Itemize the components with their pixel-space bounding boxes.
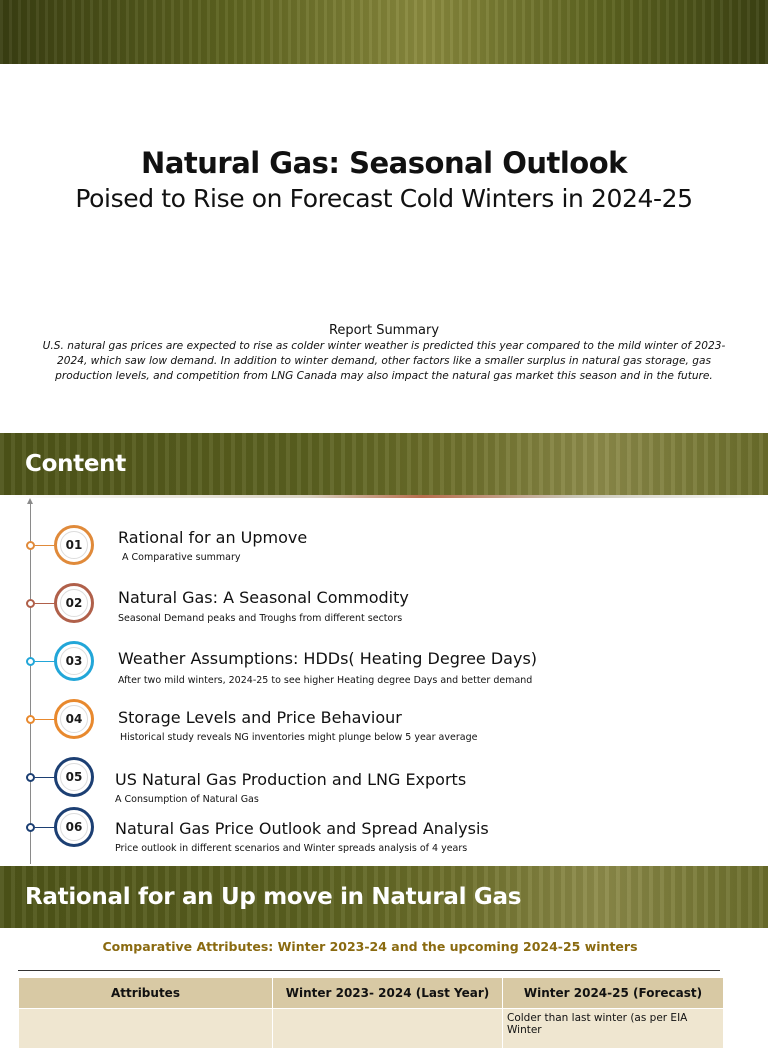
item-description: Seasonal Demand peaks and Troughs from different sectors bbox=[118, 613, 403, 624]
table-row bbox=[19, 1009, 724, 1049]
content-item-01[interactable] bbox=[0, 521, 768, 571]
rational-section-banner bbox=[0, 866, 768, 928]
item-description: A Comparative summary bbox=[122, 552, 241, 563]
content-item-06[interactable] bbox=[0, 803, 768, 853]
item-number: 05 bbox=[60, 763, 88, 791]
timeline-dot bbox=[26, 541, 35, 550]
number-badge-icon bbox=[54, 525, 94, 565]
number-badge-icon bbox=[54, 757, 94, 797]
top-banner-image bbox=[0, 0, 768, 64]
summary-heading: Report Summary bbox=[328, 323, 440, 338]
timeline-dot bbox=[26, 823, 35, 832]
banner-strip bbox=[0, 495, 768, 498]
title-block bbox=[0, 146, 768, 213]
item-title: Natural Gas Price Outlook and Spread Analysis bbox=[115, 819, 489, 838]
item-title: Rational for an Upmove bbox=[118, 528, 308, 547]
item-number: 03 bbox=[60, 647, 88, 675]
content-item-02[interactable] bbox=[0, 579, 768, 629]
item-number: 01 bbox=[60, 531, 88, 559]
timeline-dot bbox=[26, 715, 35, 724]
number-badge-icon bbox=[54, 583, 94, 623]
timeline-dot bbox=[26, 657, 35, 666]
item-number: 04 bbox=[60, 705, 88, 733]
content-section-banner bbox=[0, 433, 768, 495]
item-description: After two mild winters, 2024-25 to see higher Heating degree Days and better demand bbox=[118, 675, 533, 686]
item-number: 06 bbox=[60, 813, 88, 841]
report-summary bbox=[40, 323, 728, 384]
item-number: 02 bbox=[60, 589, 88, 617]
item-title: Storage Levels and Price Behaviour bbox=[118, 708, 402, 727]
report-title: Natural Gas: Seasonal Outlook bbox=[141, 146, 627, 180]
table-header-row bbox=[19, 978, 724, 1009]
report-subtitle: Poised to Rise on Forecast Cold Winters in 2024-25 bbox=[75, 184, 693, 213]
table-cell bbox=[273, 1009, 503, 1049]
number-badge-icon bbox=[54, 641, 94, 681]
table-cell: Colder than last winter (as per EIA Winter bbox=[503, 1009, 724, 1049]
content-item-03[interactable] bbox=[0, 637, 768, 687]
item-title: Weather Assumptions: HDDs( Heating Degree Days) bbox=[118, 649, 538, 668]
content-item-05[interactable] bbox=[0, 753, 768, 803]
summary-text: U.S. natural gas prices are expected to rise as colder winter weather is predicted this year compared to the mild winter of 2023-2024, which saw low demand. In addition to winter demand, other factors like a smaller surplus in natural gas storage, gas production levels, and competition from LNG Canada may also impact the natural gas market this season and in the future. bbox=[42, 340, 726, 382]
header-winter-2024-25: Winter 2024-25 (Forecast) bbox=[503, 978, 724, 1009]
table-cell bbox=[19, 1009, 273, 1049]
item-title: Natural Gas: A Seasonal Commodity bbox=[118, 588, 409, 607]
divider-rule bbox=[18, 970, 720, 971]
item-description: A Consumption of Natural Gas bbox=[115, 794, 259, 805]
rational-heading: Rational for an Up move in Natural Gas bbox=[25, 884, 522, 910]
number-badge-icon bbox=[54, 807, 94, 847]
content-item-04[interactable] bbox=[0, 695, 768, 745]
header-attributes: Attributes bbox=[19, 978, 273, 1009]
item-description: Historical study reveals NG inventories might plunge below 5 year average bbox=[120, 732, 478, 743]
comparative-table bbox=[18, 977, 724, 1049]
number-badge-icon bbox=[54, 699, 94, 739]
header-winter-2023-24: Winter 2023- 2024 (Last Year) bbox=[273, 978, 503, 1009]
item-title: US Natural Gas Production and LNG Exports bbox=[115, 770, 467, 789]
comparative-heading: Comparative Attributes: Winter 2023-24 and the upcoming 2024-25 winters bbox=[102, 939, 638, 954]
content-heading: Content bbox=[25, 451, 126, 477]
timeline-dot bbox=[26, 773, 35, 782]
timeline-dot bbox=[26, 599, 35, 608]
item-description: Price outlook in different scenarios and Winter spreads analysis of 4 years bbox=[115, 843, 468, 854]
